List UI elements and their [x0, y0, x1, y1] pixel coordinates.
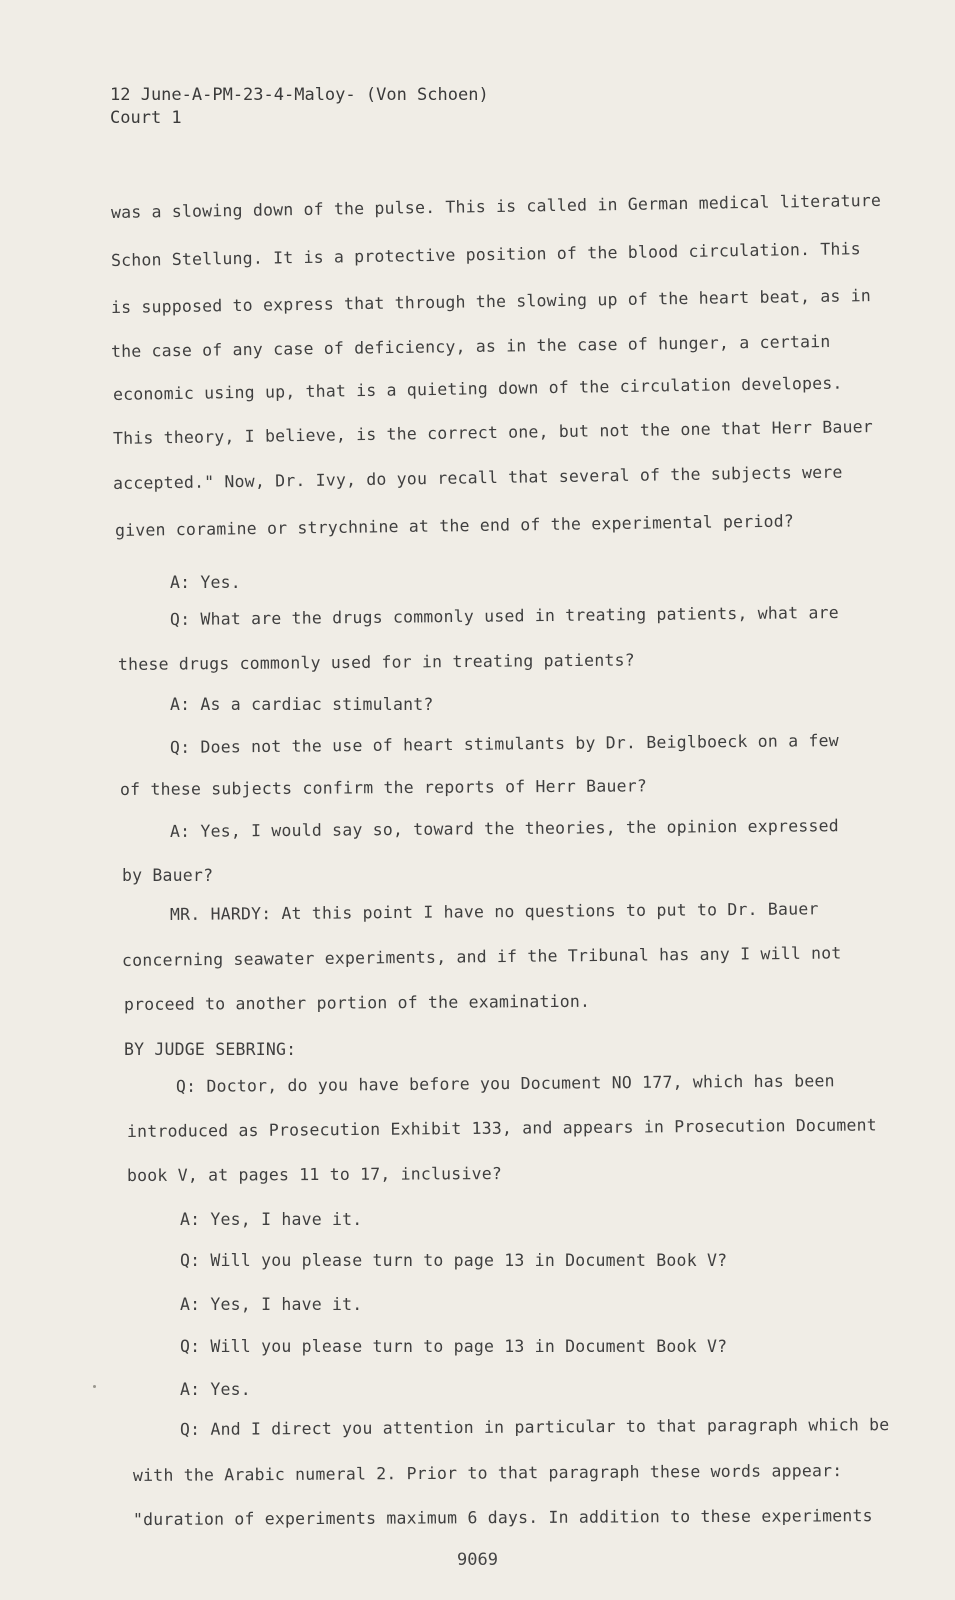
transcript-line: these drugs commonly used for in treating patients?: [117, 650, 635, 674]
transcript-line: with the Arabic numeral 2. Prior to that paragraph these words appear:: [132, 1461, 843, 1485]
transcript-line: A: Yes, I would say so, toward the theories, the opinion expressed: [169, 816, 839, 841]
header-court-line: Court 1: [110, 108, 182, 128]
transcript-line: Q: Doctor, do you have before you Document NO 177, which has been: [175, 1071, 835, 1096]
header-session-line: 12 June-A-PM-23-4-Maloy- (Von Schoen): [110, 85, 489, 105]
transcript-line: MR. HARDY: At this point I have no questions to put to Dr. Bauer: [169, 899, 819, 924]
transcript-line: Schon Stellung. It is a protective position of the blood circulation. This: [110, 239, 861, 270]
transcript-line: concerning seawater experiments, and if the Tribunal has any I will not: [121, 943, 842, 970]
transcript-line: A: Yes, I have it.: [180, 1295, 363, 1314]
transcript-line: of these subjects confirm the reports of Herr Bauer?: [119, 776, 648, 799]
transcript-line: This theory, I believe, is the correct one, but not the one that Herr Bauer: [112, 417, 874, 448]
transcript-line: given coramine or strychnine at the end of the experimental period?: [114, 511, 795, 540]
transcript-line: A: Yes.: [180, 1380, 251, 1399]
transcript-line: Q: Will you please turn to page 13 in Document Book V?: [180, 1251, 728, 1270]
transcript-line: book V, at pages 11 to 17, inclusive?: [126, 1164, 502, 1185]
document-header: [110, 84, 489, 130]
transcript-line: was a slowing down of the pulse. This is called in German medical literature: [110, 190, 882, 222]
transcript-line: Q: What are the drugs commonly used in treating patients, what are: [169, 602, 839, 629]
transcript-line: Q: Will you please turn to page 13 in Document Book V?: [180, 1337, 728, 1356]
transcript-line: Q: And I direct you attention in particular to that paragraph which be: [179, 1415, 890, 1439]
transcript-line: the case of any case of deficiency, as in the case of hunger, a certain: [110, 331, 831, 361]
transcript-line: accepted." Now, Dr. Ivy, do you recall that several of the subjects were: [112, 462, 843, 493]
transcript-line: A: Yes.: [170, 573, 241, 592]
transcript-line: is supposed to express that through the slowing up of the heart beat, as in: [110, 286, 872, 317]
transcript-line: by Bauer?: [122, 866, 214, 885]
transcript-line: economic using up, that is a quieting down of the circulation developes.: [112, 373, 843, 404]
transcript-line: introduced as Prosecution Exhibit 133, and appears in Prosecution Document: [126, 1115, 877, 1141]
transcript-line: A: Yes, I have it.: [180, 1210, 363, 1229]
paper-speck: [93, 1385, 96, 1388]
transcript-line: Q: Does not the use of heart stimulants by Dr. Beiglboeck on a few: [169, 730, 839, 757]
transcript-line: A: As a cardiac stimulant?: [170, 695, 434, 714]
transcript-line: "duration of experiments maximum 6 days. In addition to these experiments: [132, 1506, 873, 1529]
transcript-line: BY JUDGE SEBRING:: [124, 1040, 297, 1059]
transcript-line: proceed to another portion of the examination.: [123, 991, 591, 1014]
page-number: 9069: [457, 1550, 498, 1570]
